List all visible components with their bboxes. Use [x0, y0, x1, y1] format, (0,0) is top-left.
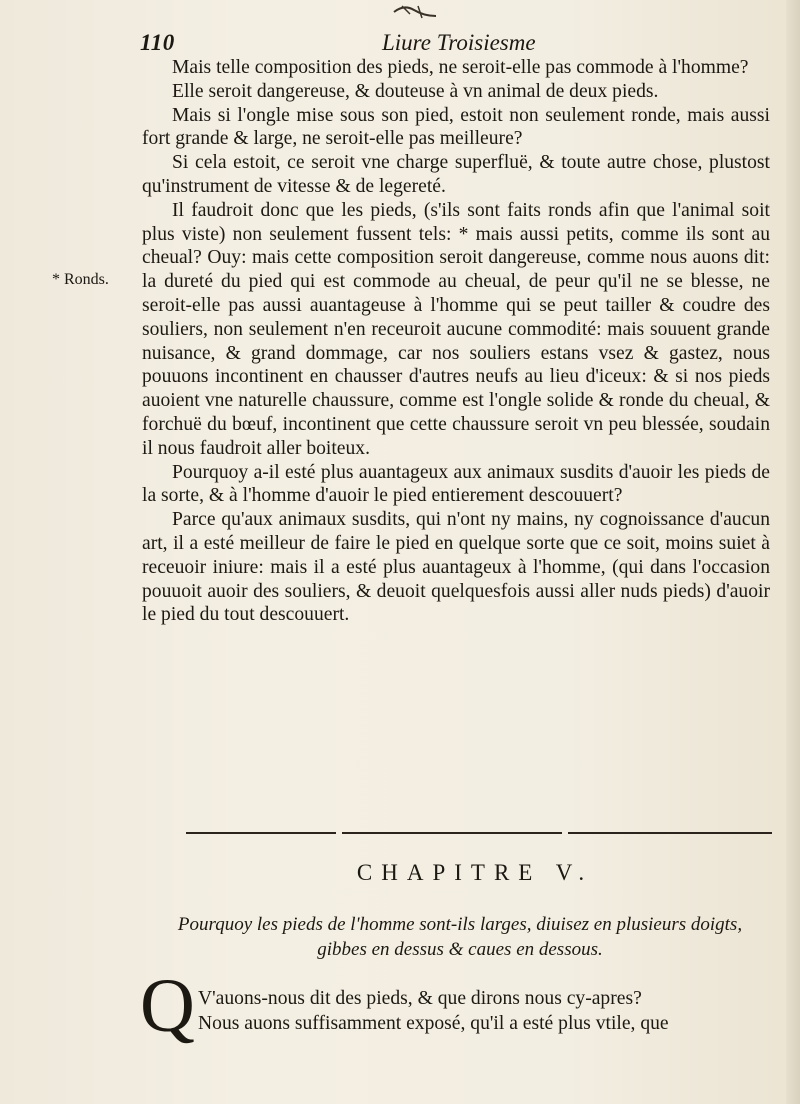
- divider-rule-center: [342, 832, 562, 834]
- body-text: [142, 56, 770, 627]
- paragraph-2: Elle seroit dangereuse, & douteuse à vn animal de deux pieds.: [172, 80, 659, 102]
- divider-rule-right: [568, 832, 772, 834]
- paragraph-7: Parce qu'aux animaux susdits, qui n'ont ny mains, ny cognoissance d'aucun art, il a esté meilleur de faire le pied en quelque sorte que ce soit, moins suiet à receuoir iniure: mais il a esté plus auantageux à l'homme, (qui dans l'occasion pouuoit auoir des souliers, & deuoit quelquesfois aussi aller nuds pieds) d'auoir le pied du tout descouuert.: [142, 509, 770, 626]
- paragraph-5: Il faudroit donc que les pieds, (s'ils sont faits ronds afin que l'animal soit plus viste) non seulement fussent tels: * mais aussi petits, comme ils sont au cheual? Ouy: mais cette composition seroit dangereuse, comme nous auons dit: la dureté du pied qui est commode au cheual, de peur qu'il ne se blesse, ne seroit-elle pas aussi auantageuse à l'homme qui se peut tailler & coudre des souliers, non seulement n'en receuroit aucune commodité: mais souuent grande nuisance, & grand dommage, car nos souliers estans vsez & gastez, nous pouuons incontinent en chausser d'autres neufs au lieu d'iceux: & si nos pieds auoient vne naturelle chaussure, comme est l'ongle solide & ronde du cheual, & forchuë du bœuf, incontinent que cette chaussure seroit vn peu blessée, soudain il nous faudroit aller boiteux.: [142, 199, 770, 459]
- paragraph-6: Pourquoy a-il esté plus auantageux aux animaux susdits d'auoir les pieds de la sorte, & à l'homme d'auoir le pied entierement descouuert?: [142, 461, 770, 507]
- chapter-subtitle-line-2: gibbes en dessus & caues en dessous.: [317, 939, 603, 960]
- chapter-heading: CHAPITRE V.: [356, 860, 594, 885]
- chapter-line-1: V'auons-nous dit des pieds, & que dirons nous cy-apres?: [198, 988, 642, 1009]
- page-edge: [786, 0, 800, 1104]
- page-number: 110: [140, 30, 175, 55]
- paragraph-1: Mais telle composition des pieds, ne seroit-elle pas commode à l'homme?: [172, 57, 749, 78]
- chapter-body: [198, 986, 778, 1036]
- chapter-subtitle-line-1: Pourquoy les pieds de l'homme sont-ils larges, diuisez en plusieurs doigts,: [177, 914, 743, 935]
- paragraph-3: Mais si l'ongle mise sous son pied, estoit non seulement ronde, mais aussi fort grande & large, ne seroit-elle pas meilleure?: [142, 104, 770, 150]
- running-head: Liure Troisiesme: [382, 30, 536, 55]
- margin-note: * Ronds.: [52, 271, 109, 288]
- chapter-line-2: Nous auons suffisamment exposé, qu'il a esté plus vtile, que: [198, 1013, 669, 1034]
- chapter-subtitle: [142, 912, 778, 962]
- drop-cap: Q: [140, 964, 195, 1048]
- ornament-fragment: [392, 2, 438, 24]
- divider-rule-left: [186, 832, 336, 834]
- paragraph-4: Si cela estoit, ce seroit vne charge superfluë, & toute autre chose, plustost qu'instrument de vitesse & de legereté.: [142, 152, 770, 197]
